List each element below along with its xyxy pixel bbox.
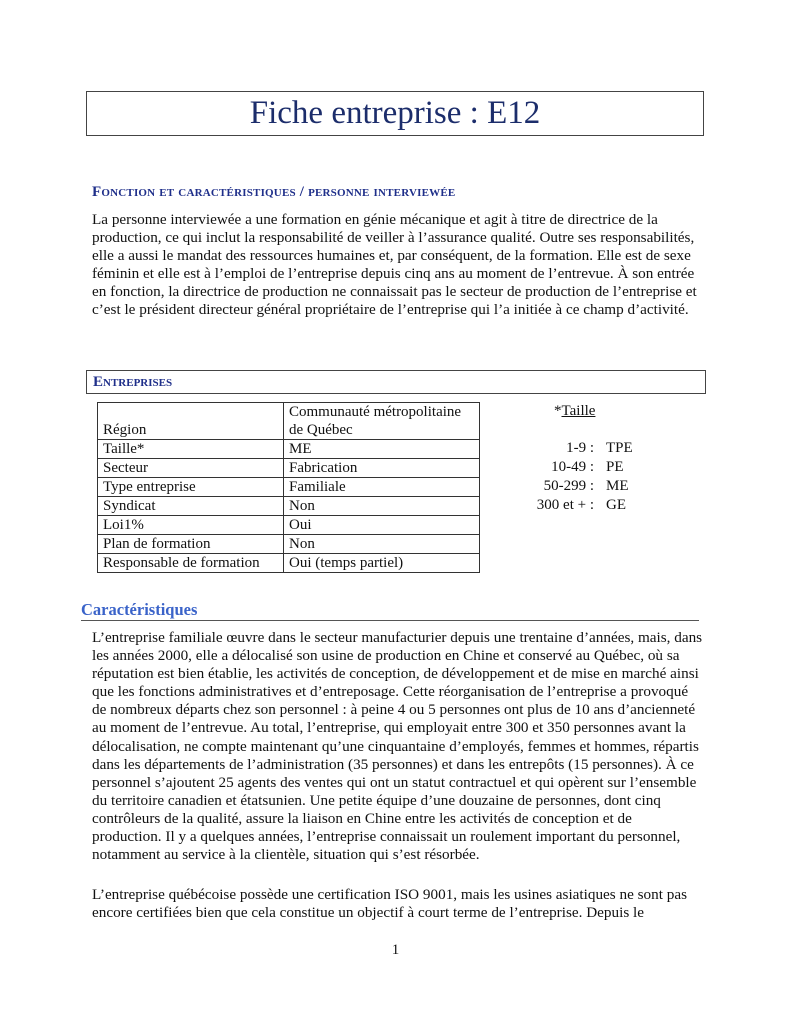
legend-code: ME xyxy=(606,478,629,494)
table-row xyxy=(98,516,480,535)
legend-row xyxy=(520,459,660,478)
table-row xyxy=(98,535,480,554)
table-label: Région xyxy=(98,403,284,440)
table-value: ME xyxy=(284,440,480,459)
section-heading-fonction: Fonction et caractéristiques / personne interviewée xyxy=(92,184,456,200)
legend-row xyxy=(520,497,660,516)
table-label: Taille* xyxy=(98,440,284,459)
table-label: Loi1% xyxy=(98,516,284,535)
legend-range: 1-9 : xyxy=(566,440,594,456)
heading-rule xyxy=(81,620,699,621)
fonction-paragraph: La personne interviewée a une formation en génie mécanique et agit à titre de directrice de la production, ce qui inclut la responsabilité de veiller à l’assurance qualité. Outre ses responsabilités, elle a aussi le mandat des ressources humaines et, par conséquent, de la formation. Elle est de sexe féminin et elle est à l’emploi de l’entreprise depuis cinq ans au moment de l’entrevue. À son entrée en fonction, la directrice de production ne connaissait pas le secteur de production de l’entreprise et c’est le président directeur général propriétaire de l’entreprise qui l’a initiée à ce champ d’activité. xyxy=(92,211,697,319)
table-label: Syndicat xyxy=(98,497,284,516)
table-value: Fabrication xyxy=(284,459,480,478)
page-title: Fiche entreprise : E12 xyxy=(249,95,541,131)
table-value: Oui (temps partiel) xyxy=(284,554,480,573)
table-row xyxy=(98,554,480,573)
legend-title xyxy=(554,403,595,420)
legend-code: TPE xyxy=(606,440,633,456)
table-value: Non xyxy=(284,535,480,554)
legend-range: 300 et + : xyxy=(536,497,594,513)
table-value: Oui xyxy=(284,516,480,535)
entreprise-info-table xyxy=(97,402,480,573)
legend-range: 10-49 : xyxy=(551,459,594,475)
legend-range: 50-299 : xyxy=(543,478,594,494)
table-label: Type entreprise xyxy=(98,478,284,497)
table-value: Familiale xyxy=(284,478,480,497)
title-box xyxy=(86,91,704,136)
table-value: Non xyxy=(284,497,480,516)
table-label: Secteur xyxy=(98,459,284,478)
legend-title-text: Taille xyxy=(561,403,596,419)
table-row xyxy=(98,403,480,440)
table-row xyxy=(98,497,480,516)
entreprises-heading-box xyxy=(86,370,706,394)
table-row xyxy=(98,440,480,459)
caracteristiques-paragraph-1: L’entreprise familiale œuvre dans le secteur manufacturier depuis une trentaine d’années, mais, dans les années 2000, elle a délocalisé son usine de production en Chine et conservé au Québec, où sa réputation est bien établie, les activités de conception, de développement et de mise en marché ainsi que les fonctions administratives et d’entreposage. Cette réorganisation de l’entreprise a provoqué de nombreux départs chez son personnel : à peine 4 ou 5 personnes ont plus de 10 ans d’ancienneté au moment de l’entrevue. Au total, l’entreprise, qui employait entre 300 et 350 personnes avant la délocalisation, ne compte maintenant qu’une cinquantaine d’employés, femmes et hommes, répartis dans les départements de l’administration (35 personnes) et dans les entrepôts (15 personnes). À ce personnel s’ajoutent 25 agents des ventes qui ont un statut contractuel et qui opèrent sur l’ensemble du territoire canadien et étatsunien. Une petite équipe d’une douzaine de personnes, dont cinq contrôleurs de la qualité, assure la liaison en Chine entre les activités de conception et de production. Il y a quelques années, l’entreprise connaissait un roulement important du personnel, notamment au service à la clientèle, situation qui s’est résorbée. xyxy=(92,629,703,864)
legend-code: GE xyxy=(606,497,626,513)
legend-row xyxy=(520,478,660,497)
table-row xyxy=(98,478,480,497)
page-number: 1 xyxy=(391,942,400,958)
legend-star: * xyxy=(554,403,562,419)
table-value: Communauté métropolitaine de Québec xyxy=(284,403,480,440)
legend-row xyxy=(520,440,660,459)
table-row xyxy=(98,459,480,478)
section-heading-caracteristiques: Caractéristiques xyxy=(81,600,198,619)
table-label: Plan de formation xyxy=(98,535,284,554)
table-label: Responsable de formation xyxy=(98,554,284,573)
legend-code: PE xyxy=(606,459,624,475)
section-heading-entreprises: Entreprises xyxy=(93,374,173,390)
caracteristiques-paragraph-2: L’entreprise québécoise possède une certification ISO 9001, mais les usines asiatiques ne sont pas encore certifiées bien que cela constitue un objectif à court terme de l’entreprise. Depuis le xyxy=(92,886,687,922)
